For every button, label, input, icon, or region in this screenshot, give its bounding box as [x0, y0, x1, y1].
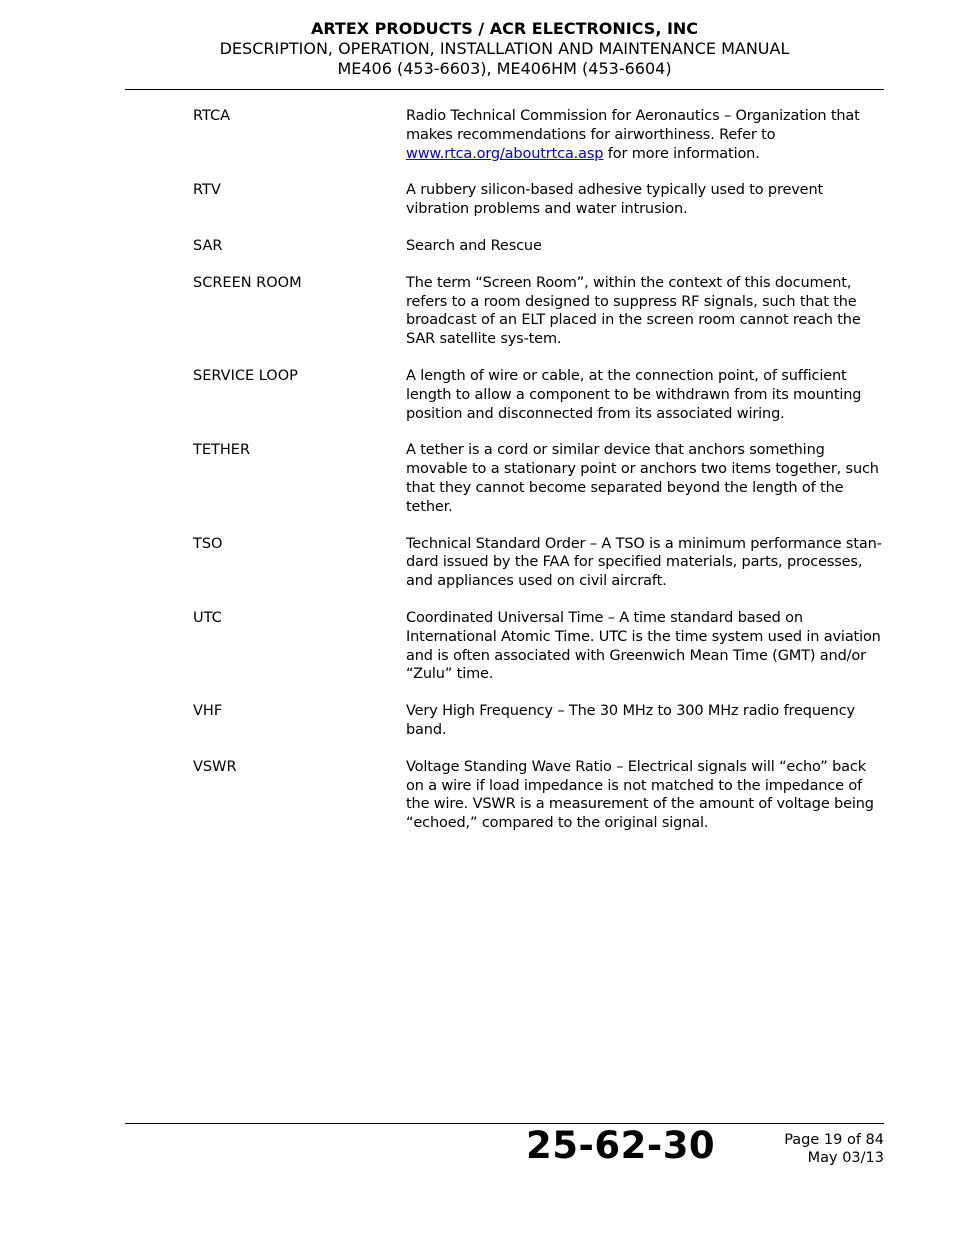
page-header [125, 19, 884, 79]
glossary-entry-sar [193, 237, 885, 256]
glossary-definition: Search and Rescue [406, 237, 542, 254]
glossary-term: TETHER [193, 442, 251, 459]
footer-divider [125, 1123, 884, 1124]
glossary-entry-screen-room [193, 274, 885, 349]
glossary-term: TSO [193, 535, 223, 552]
glossary-list [193, 107, 885, 851]
definition-text: Radio Technical Commission for Aeronautics – Organization that makes recommendations for airworthiness. Refer to [406, 108, 860, 143]
glossary-term: SAR [193, 237, 223, 254]
glossary-entry-vhf [193, 702, 885, 740]
header-divider [125, 89, 884, 90]
glossary-definition: Voltage Standing Wave Ratio – Electrical signals will “echo” back on a wire if load impedance is not matched to the impedance of the wire. VSWR is a measurement of the amount of voltage being “echoed,” compared to the original signal. [406, 758, 874, 832]
glossary-term: VSWR [193, 758, 237, 775]
model-numbers: ME406 (453-6603), ME406HM (453-6604) [337, 59, 672, 78]
page-number: Page 19 of 84 [784, 1132, 884, 1148]
glossary-definition: Technical Standard Order – A TSO is a minimum performance stan-dard issued by the FAA for specified materials, parts, processes, and appliances used on civil aircraft. [406, 535, 882, 590]
glossary-entry-service-loop [193, 367, 885, 423]
revision-date: May 03/13 [807, 1150, 884, 1166]
glossary-definition [406, 107, 884, 163]
glossary-term: RTCA [193, 108, 231, 124]
rtca-link[interactable]: www.rtca.org/aboutrtca.asp [406, 145, 604, 162]
glossary-entry-utc [193, 609, 885, 684]
glossary-definition: The term “Screen Room”, within the context of this document, refers to a room designed to suppress RF signals, such that the broadcast of an ELT placed in the screen room cannot reach the SAR satellite sys-tem. [406, 274, 861, 348]
company-name: ARTEX PRODUCTS / ACR ELECTRONICS, INC [310, 19, 699, 38]
glossary-term: SERVICE LOOP [193, 367, 298, 384]
glossary-definition: A tether is a cord or similar device that anchors something movable to a stationary point or anchors two items together, such that they cannot become separated beyond the length of the tether. [406, 442, 879, 515]
glossary-entry-tso [193, 535, 885, 591]
manual-title: DESCRIPTION, OPERATION, INSTALLATION AND MAINTENANCE MANUAL [219, 39, 790, 58]
glossary-definition: Coordinated Universal Time – A time standard based on International Atomic Time. UTC is the time system used in aviation and is often associated with Greenwich Mean Time (GMT) and/or “Zulu” time. [406, 609, 881, 683]
definition-text: for more information. [603, 145, 760, 162]
glossary-term: RTV [193, 182, 221, 199]
glossary-entry-rtca [193, 107, 885, 163]
glossary-term: UTC [193, 609, 222, 626]
page-info [784, 1131, 884, 1167]
glossary-term: SCREEN ROOM [193, 274, 302, 291]
glossary-entry-tether [193, 441, 885, 516]
chapter-code: 25-62-30 [526, 1124, 716, 1167]
glossary-entry-rtv [193, 181, 885, 219]
glossary-definition: A length of wire or cable, at the connection point, of sufficient length to allow a component to be withdrawn from its mounting position and disconnected from its associated wiring. [406, 367, 862, 422]
glossary-term: VHF [193, 703, 223, 720]
glossary-entry-vswr [193, 758, 885, 833]
glossary-definition: Very High Frequency – The 30 MHz to 300 MHz radio frequency band. [406, 703, 855, 738]
glossary-definition: A rubbery silicon-based adhesive typically used to prevent vibration problems and water intrusion. [406, 182, 824, 218]
